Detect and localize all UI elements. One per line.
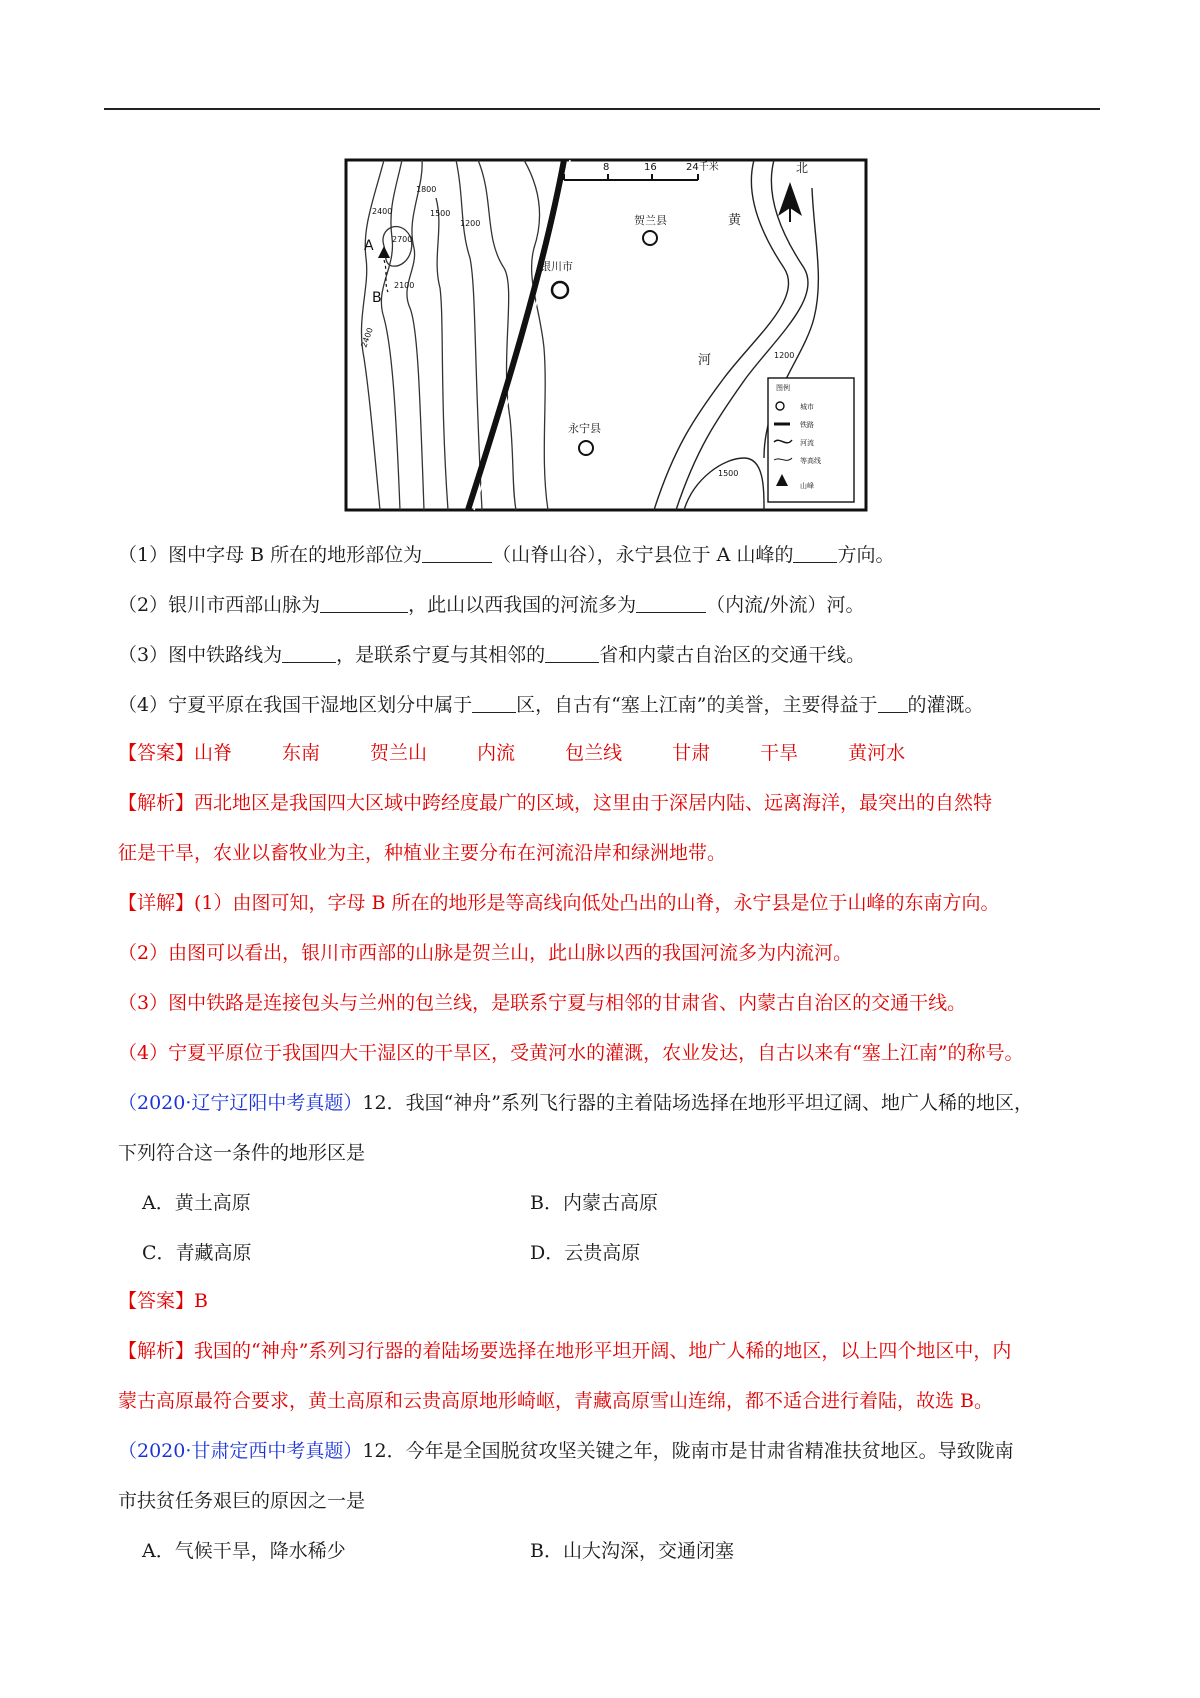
contour-label-2100: 2100 bbox=[394, 281, 415, 290]
q2-text-a: （2）银川市西部山脉为 bbox=[118, 594, 321, 616]
detail-1-line-2: （2）由图可以看出，银川市西部的山脉是贺兰山，此山脉以西的我国河流多为内流河。 bbox=[118, 942, 853, 964]
q3-text-a: （3）图中铁路线为 bbox=[118, 644, 283, 666]
contour-label-2400-south: 2400 bbox=[359, 326, 375, 349]
river-char-huang: 黄 bbox=[728, 213, 742, 228]
detail-1-line-3: （3）图中铁路是连接包头与兰州的包兰线，是联系宁夏与相邻的甘肃省、内蒙古自治区的交通干线。 bbox=[118, 992, 967, 1014]
city-yinchuan-label: 银川市 bbox=[540, 260, 573, 273]
analysis-1-line-2: 征是干旱，农业以畜牧业为主，种植业主要分布在河流沿岸和绿洲地带。 bbox=[118, 842, 727, 864]
q12a-option-a[interactable]: A．黄土高原 bbox=[142, 1192, 251, 1214]
city-yongning-icon bbox=[579, 441, 593, 455]
answer-1-item: 甘肃 bbox=[672, 742, 711, 764]
analysis-2-line-2: 蒙古高原最符合要求，黄土高原和云贵高原地形崎岖，青藏高原雪山连绵，都不适合进行着陆，故选 B。 bbox=[118, 1390, 994, 1412]
q2-blank-2 bbox=[636, 594, 706, 613]
question-2 bbox=[118, 592, 865, 618]
contour-label-1500-south: 1500 bbox=[718, 469, 739, 478]
legend-item-river: 河流 bbox=[800, 439, 814, 447]
river-char-he: 河 bbox=[698, 353, 712, 368]
contour-label-2700: 2700 bbox=[392, 235, 413, 244]
q12a-option-d[interactable]: D．云贵高原 bbox=[530, 1242, 641, 1264]
city-yongning-label: 永宁县 bbox=[568, 422, 601, 435]
contour-label-1500-west: 1500 bbox=[430, 209, 451, 218]
question-1 bbox=[118, 542, 894, 568]
contour-label-1800: 1800 bbox=[416, 185, 437, 194]
contour-label-2400-north: 2400 bbox=[372, 207, 393, 216]
q4-text-b: 区，自古有“塞上江南”的美誉，主要得益于 bbox=[516, 694, 878, 716]
q2-text-b: ，此山以西我国的河流多为 bbox=[408, 594, 637, 616]
answer-1-item: 干旱 bbox=[760, 742, 799, 764]
q12a-source: （2020·辽宁辽阳中考真题） bbox=[118, 1092, 363, 1114]
answer-1-item: 内流 bbox=[477, 742, 516, 764]
answer-1-item: 黄河水 bbox=[848, 742, 906, 764]
q12b-text-1: 12．今年是全国脱贫攻坚关键之年，陇南市是甘肃省精准扶贫地区。导致陇南 bbox=[362, 1440, 1014, 1462]
q1-text-c: 方向。 bbox=[837, 544, 895, 566]
answer-1-item: 东南 bbox=[282, 742, 321, 764]
header-rule bbox=[104, 108, 1100, 110]
detail-1-line-4: （4）宁夏平原位于我国四大干湿区的干旱区，受黄河水的灌溉，农业发达，自古以来有“塞上江南”的称号。 bbox=[118, 1042, 1024, 1064]
answer-2 bbox=[118, 1288, 208, 1314]
city-helan-icon bbox=[643, 231, 657, 245]
q1-text-b: （山脊山谷），永宁县位于 A 山峰的 bbox=[492, 544, 794, 566]
legend-item-railway: 铁路 bbox=[800, 421, 814, 429]
detail-1-line-1: 【详解】(1）由图可知，字母 B 所在的地形是等高线向低处凸出的山脊，永宁县是位于山峰的东南方向。 bbox=[118, 892, 1000, 914]
answer-2-value: B bbox=[194, 1290, 208, 1312]
q4-blank-1 bbox=[472, 694, 516, 713]
contour-label-1200-west: 1200 bbox=[460, 219, 481, 228]
scale-label-16: 16 bbox=[644, 162, 657, 173]
legend-item-city: 城市 bbox=[800, 403, 814, 411]
legend-title: 图例 bbox=[776, 384, 790, 392]
analysis-2-line-1: 【解析】我国的“神舟”系列习行器的着陆场要选择在地形平坦开阔、地广人稀的地区，以上四个地区中，内 bbox=[118, 1340, 1012, 1362]
contour-label-1200-east: 1200 bbox=[774, 351, 795, 360]
answer-1-item: 贺兰山 bbox=[370, 742, 428, 764]
answer-2-label: 【答案】 bbox=[118, 1290, 195, 1312]
legend-item-peak: 山峰 bbox=[800, 482, 814, 490]
map-svg bbox=[344, 158, 868, 512]
q2-text-c: （内流/外流）河。 bbox=[706, 594, 865, 616]
q3-blank-2 bbox=[545, 644, 599, 663]
question-3 bbox=[118, 642, 865, 668]
question-12a bbox=[118, 1090, 1033, 1116]
analysis-1-line-1: 【解析】西北地区是我国四大区域中跨经度最广的区域，这里由于深居内陆、远离海洋，最突出的自然特 bbox=[118, 792, 993, 814]
question-12b bbox=[118, 1438, 1014, 1464]
scale-label-24: 24千米 bbox=[686, 162, 719, 173]
q3-blank-1 bbox=[282, 644, 336, 663]
legend-item-contour: 等高线 bbox=[800, 457, 821, 465]
q12b-source: （2020·甘肃定西中考真题） bbox=[118, 1440, 363, 1462]
q3-text-c: 省和内蒙古自治区的交通干线。 bbox=[599, 644, 866, 666]
answer-1 bbox=[118, 740, 905, 766]
q4-text-a: （4）宁夏平原在我国干湿地区划分中属于 bbox=[118, 694, 473, 716]
q1-text-a: （1）图中字母 B 所在的地形部位为 bbox=[118, 544, 423, 566]
q4-blank-2 bbox=[878, 694, 908, 713]
peak-a-label: A bbox=[364, 238, 374, 254]
q12b-text-2: 市扶贫任务艰巨的原因之一是 bbox=[118, 1490, 366, 1512]
q12a-text-2: 下列符合这一条件的地形区是 bbox=[118, 1142, 366, 1164]
q2-blank-1 bbox=[320, 594, 408, 613]
q3-text-b: ，是联系宁夏与其相邻的 bbox=[336, 644, 546, 666]
q1-blank-1 bbox=[422, 544, 492, 563]
q4-text-c: 的灌溉。 bbox=[907, 694, 984, 716]
answer-1-item: 包兰线 bbox=[565, 742, 623, 764]
q12b-option-b[interactable]: B．山大沟深，交通闭塞 bbox=[530, 1540, 734, 1562]
scale-label-8: 8 bbox=[603, 162, 610, 173]
q1-blank-2 bbox=[793, 544, 837, 563]
question-4 bbox=[118, 692, 984, 718]
q12a-text-1: 12．我国“神舟”系列飞行器的主着陆场选择在地形平坦辽阔、地广人稀的地区， bbox=[362, 1092, 1034, 1114]
scale-label-0: 0 bbox=[560, 162, 567, 173]
city-yinchuan-icon bbox=[552, 282, 568, 298]
answer-1-item: 山脊 bbox=[194, 742, 233, 764]
north-label: 北 bbox=[796, 161, 809, 175]
topographic-map bbox=[344, 158, 868, 512]
q12b-option-a[interactable]: A．气候干旱，降水稀少 bbox=[142, 1540, 346, 1562]
point-b-label: B bbox=[372, 290, 382, 306]
answer-1-label: 【答案】 bbox=[118, 742, 195, 764]
city-helan-label: 贺兰县 bbox=[634, 214, 667, 227]
q12a-option-b[interactable]: B．内蒙古高原 bbox=[530, 1192, 658, 1214]
q12a-option-c[interactable]: C．青藏高原 bbox=[142, 1242, 252, 1264]
